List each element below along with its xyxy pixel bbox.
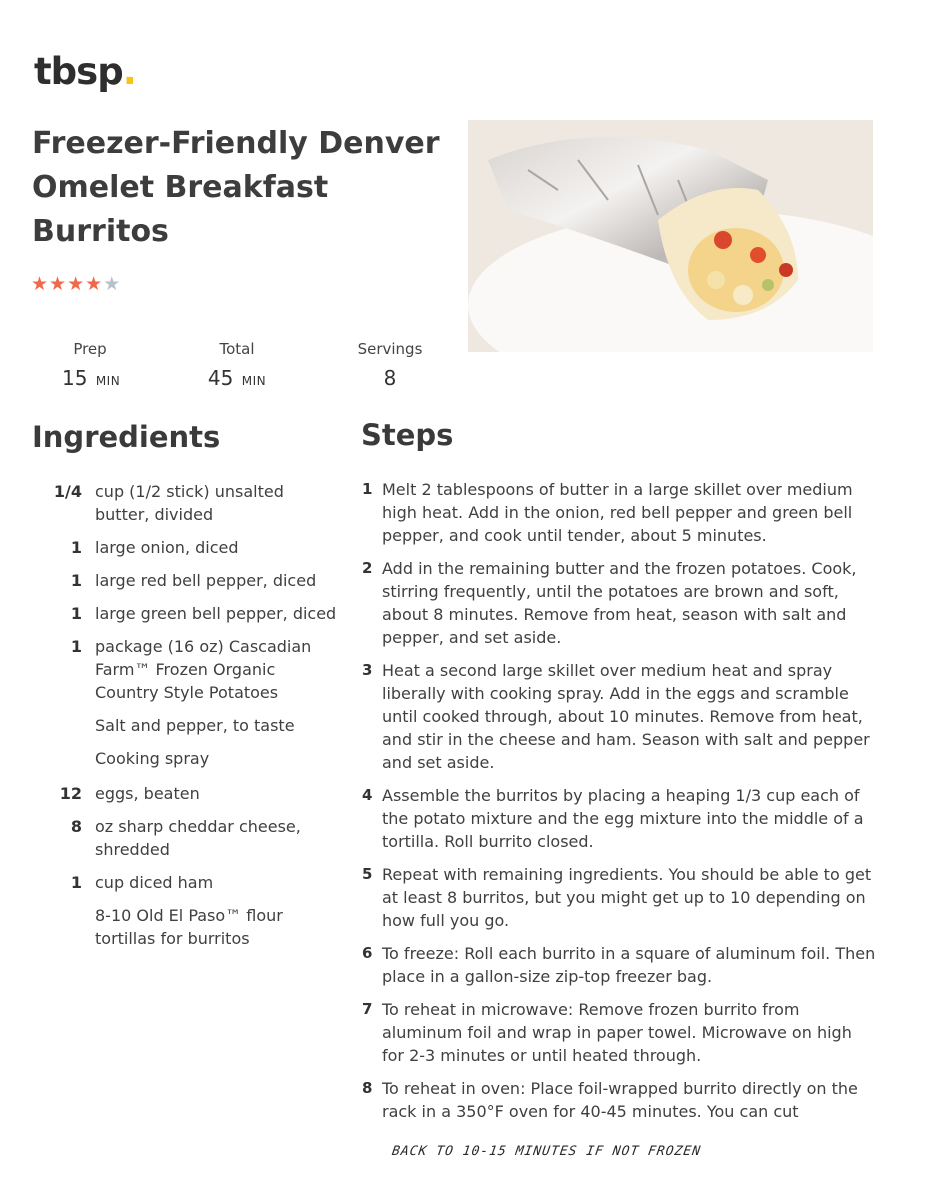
ingredient-qty: 1 xyxy=(70,571,82,590)
ingredient-text: oz sharp cheddar cheese, shredded xyxy=(95,817,301,859)
ingredient-item xyxy=(40,569,340,592)
burrito-illustration xyxy=(468,120,873,352)
step-number: 8 xyxy=(362,1079,373,1097)
step-text: Heat a second large skillet over medium heat and spray liberally with cooking spray. Add in the eggs and scramble until cooked through, about 10 minutes. Remove from heat, and stir in the cheese and ham. Season with salt and pepper and set aside. xyxy=(382,661,870,772)
step-text: To reheat in oven: Place foil-wrapped burrito directly on the rack in a 350°F oven for 40-45 minutes. You can cut xyxy=(382,1079,858,1121)
brand-name: tbsp xyxy=(34,50,123,93)
ingredient-text: 8-10 Old El Paso™ flour tortillas for burritos xyxy=(95,906,283,948)
servings-label: Servings xyxy=(357,340,423,358)
step-text: To freeze: Roll each burrito in a square of aluminum foil. Then place in a gallon-size zip-top freezer bag. xyxy=(382,944,876,986)
step-item xyxy=(358,557,878,649)
steps-heading: Steps xyxy=(361,418,454,452)
prep-unit: MIN xyxy=(95,374,121,388)
total-number: 45 xyxy=(207,366,234,390)
handwritten-note: BACK TO 10-15 MINUTES IF NOT FROZEN xyxy=(390,1144,702,1159)
step-item xyxy=(358,942,878,988)
step-item xyxy=(358,863,878,932)
prep-value xyxy=(62,366,121,390)
ingredient-text: large onion, diced xyxy=(95,538,239,557)
step-text: Melt 2 tablespoons of butter in a large skillet over medium high heat. Add in the onion, red bell pepper and green bell pepper, and cook until tender, about 5 minutes. xyxy=(382,480,853,545)
ingredient-text: large green bell pepper, diced xyxy=(95,604,337,623)
step-number: 2 xyxy=(362,559,373,577)
ingredients-list xyxy=(40,480,340,960)
ingredient-text: cup diced ham xyxy=(95,873,214,892)
ingredient-item xyxy=(40,480,340,526)
step-item xyxy=(358,659,878,774)
ingredient-text: cup (1/2 stick) unsalted butter, divided xyxy=(95,482,284,524)
step-item xyxy=(358,478,878,547)
prep-number: 15 xyxy=(62,366,88,390)
recipe-title: Freezer-Friendly Denver Omelet Breakfast Burritos xyxy=(32,126,440,249)
star-empty-icon: ★ xyxy=(103,273,122,295)
rating-stars xyxy=(31,273,121,295)
ingredient-text: eggs, beaten xyxy=(95,784,200,803)
step-item xyxy=(358,784,878,853)
ingredient-item xyxy=(40,782,340,805)
ingredient-qty: 12 xyxy=(59,784,82,803)
ingredient-item xyxy=(40,635,340,704)
ingredient-item xyxy=(40,815,340,861)
ingredient-qty: 1 xyxy=(70,604,82,623)
total-time xyxy=(206,340,268,390)
step-text: To reheat in microwave: Remove frozen burrito from aluminum foil and wrap in paper towel. Microwave on high for 2-3 minutes or until heated through. xyxy=(382,1000,852,1065)
step-number: 4 xyxy=(362,786,373,804)
ingredient-qty: 1 xyxy=(70,873,82,892)
ingredient-text: Salt and pepper, to taste xyxy=(95,716,295,735)
ingredient-item xyxy=(40,747,340,770)
step-text: Repeat with remaining ingredients. You should be able to get at least 8 burritos, but you might get up to 10 depending on how full you go. xyxy=(382,865,872,930)
step-item xyxy=(358,1077,878,1123)
brand-logo xyxy=(34,50,136,93)
servings-value: 8 xyxy=(383,366,397,390)
ingredient-text: large red bell pepper, diced xyxy=(95,571,317,590)
step-text: Assemble the burritos by placing a heaping 1/3 cup each of the potato mixture and the egg mixture into the middle of a tortilla. Roll burrito closed. xyxy=(382,786,864,851)
star-filled-icon: ★ xyxy=(67,273,86,295)
ingredient-text: package (16 oz) Cascadian Farm™ Frozen Organic Country Style Potatoes xyxy=(95,637,312,702)
ingredient-qty: 1 xyxy=(70,637,82,656)
prep-time xyxy=(62,340,121,390)
star-filled-icon: ★ xyxy=(31,273,50,295)
ingredient-qty: 8 xyxy=(70,817,82,836)
ingredient-item xyxy=(40,904,340,950)
ingredient-item xyxy=(40,871,340,894)
step-number: 5 xyxy=(362,865,373,883)
total-unit: MIN xyxy=(241,374,267,388)
star-filled-icon: ★ xyxy=(49,273,68,295)
steps-list xyxy=(358,478,878,1133)
step-number: 6 xyxy=(362,944,373,962)
ingredient-text: Cooking spray xyxy=(95,749,210,768)
ingredient-item xyxy=(40,602,340,625)
total-value xyxy=(206,366,268,390)
servings xyxy=(350,340,430,390)
ingredient-item xyxy=(40,536,340,559)
step-text: Add in the remaining butter and the frozen potatoes. Cook, stirring frequently, until the potatoes are brown and soft, about 8 minutes. Remove from heat, season with salt and pepper, and set aside. xyxy=(382,559,857,647)
prep-label: Prep xyxy=(73,340,107,358)
step-number: 3 xyxy=(362,661,373,679)
burrito-photo xyxy=(468,120,873,352)
ingredient-qty: 1 xyxy=(70,538,82,557)
step-number: 7 xyxy=(362,1000,373,1018)
total-label: Total xyxy=(219,340,255,358)
ingredients-heading: Ingredients xyxy=(32,420,221,454)
ingredient-qty: 1/4 xyxy=(53,482,82,501)
brand-dot: . xyxy=(122,50,136,93)
star-filled-icon: ★ xyxy=(85,273,104,295)
ingredient-item xyxy=(40,714,340,737)
step-number: 1 xyxy=(362,480,373,498)
step-item xyxy=(358,998,878,1067)
